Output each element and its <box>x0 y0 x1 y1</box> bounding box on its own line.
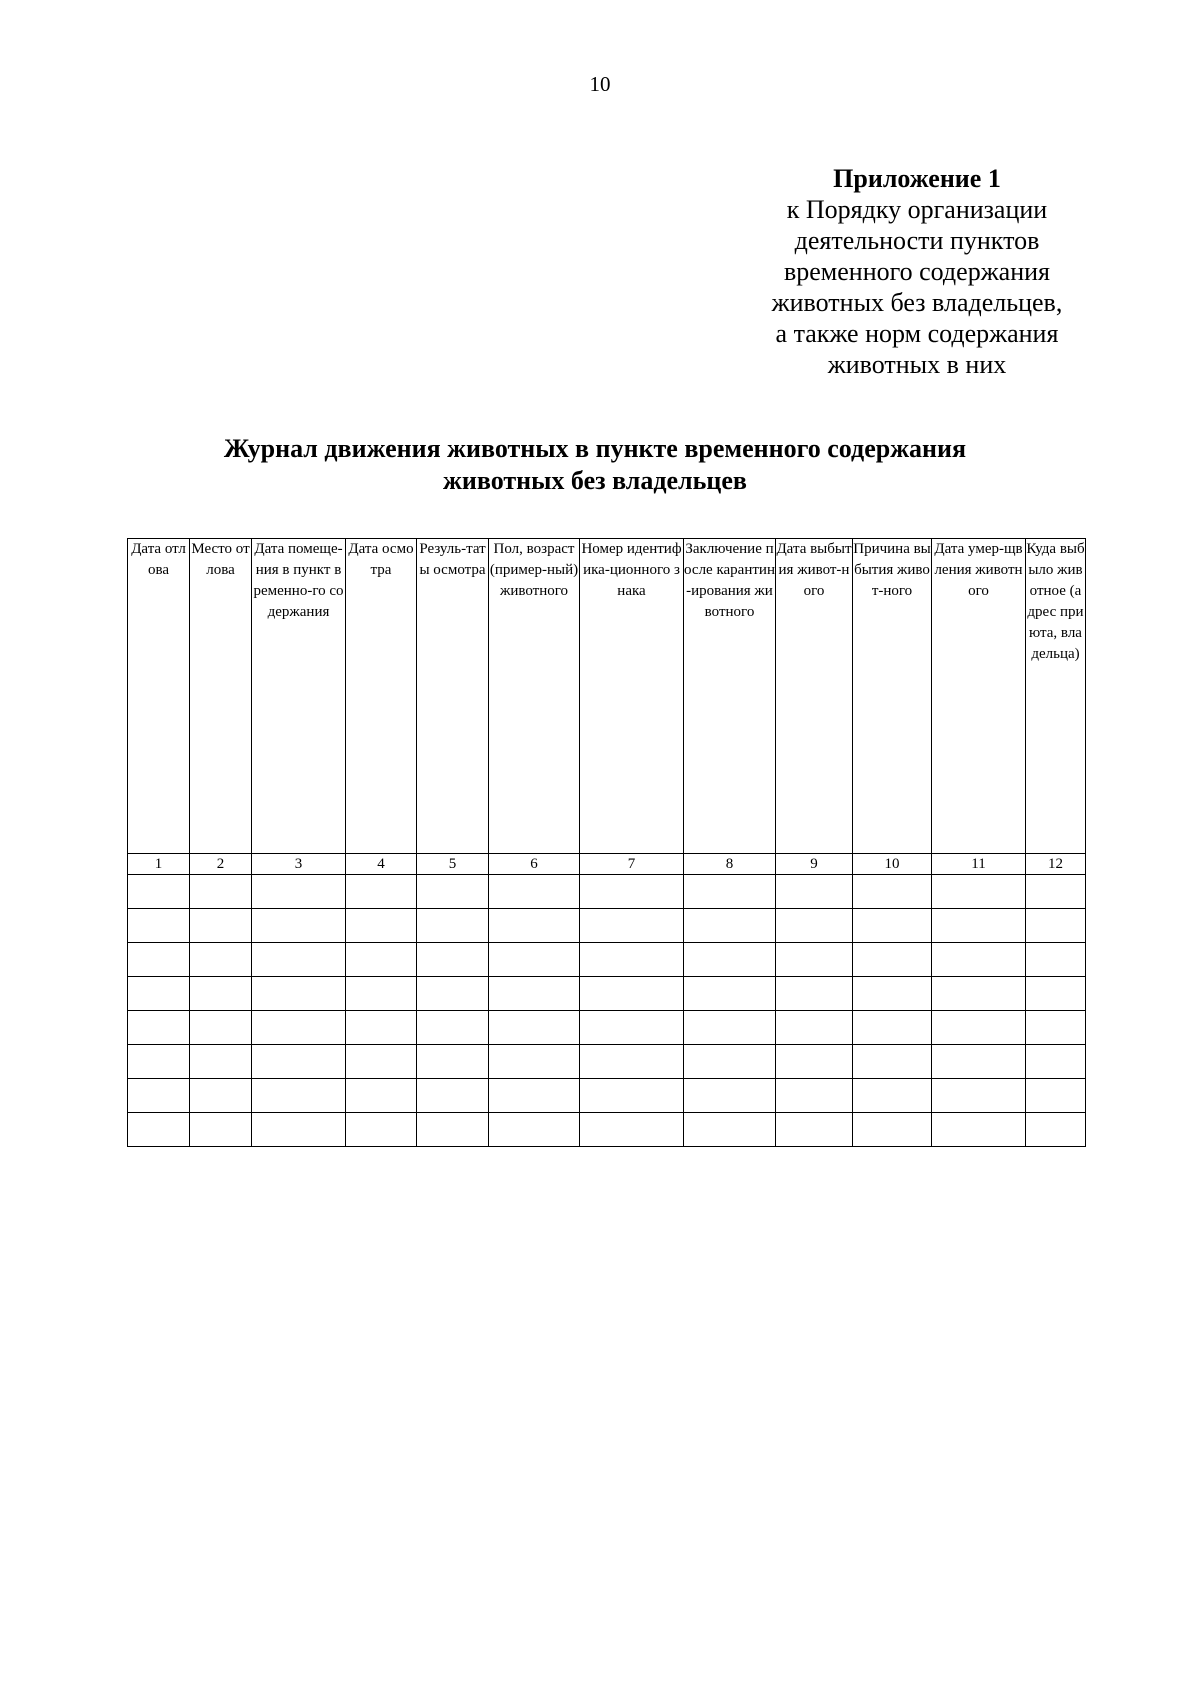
empty-cell <box>128 875 190 909</box>
empty-cell <box>252 1079 346 1113</box>
column-number: 10 <box>853 854 932 875</box>
empty-cell <box>684 977 776 1011</box>
empty-cell <box>853 1011 932 1045</box>
empty-cell <box>684 1079 776 1113</box>
column-number: 9 <box>776 854 853 875</box>
empty-cell <box>776 875 853 909</box>
column-header: Место отлова <box>190 539 252 854</box>
empty-cell <box>346 1113 417 1147</box>
empty-cell <box>580 1011 684 1045</box>
empty-cell <box>853 977 932 1011</box>
table-row <box>128 909 1086 943</box>
column-number: 7 <box>580 854 684 875</box>
empty-cell <box>252 943 346 977</box>
table-row <box>128 1045 1086 1079</box>
column-number-row <box>128 854 1086 875</box>
empty-cell <box>932 909 1026 943</box>
column-number: 12 <box>1026 854 1086 875</box>
column-number: 4 <box>346 854 417 875</box>
journal-title-line: Журнал движения животных в пункте временного содержания <box>223 434 967 463</box>
table-row <box>128 1079 1086 1113</box>
empty-cell <box>128 1011 190 1045</box>
appendix-block <box>722 163 1112 380</box>
empty-cell <box>252 1011 346 1045</box>
column-header: Пол, возраст (пример-ный) животного <box>489 539 580 854</box>
empty-cell <box>1026 943 1086 977</box>
empty-cell <box>580 943 684 977</box>
empty-cell <box>346 909 417 943</box>
column-header: Номер идентифика-ционного знака <box>580 539 684 854</box>
empty-cell <box>190 1011 252 1045</box>
empty-cell <box>417 875 489 909</box>
empty-cell <box>417 977 489 1011</box>
empty-cell <box>580 1045 684 1079</box>
empty-cell <box>417 909 489 943</box>
appendix-title: Приложение 1 <box>833 164 1001 193</box>
empty-cell <box>190 1045 252 1079</box>
empty-cell <box>128 943 190 977</box>
column-header: Заключение после карантин-ирования животного <box>684 539 776 854</box>
empty-cell <box>580 1079 684 1113</box>
appendix-line: временного содержания <box>783 257 1050 286</box>
empty-cell <box>417 1045 489 1079</box>
empty-cell <box>489 977 580 1011</box>
empty-cell <box>1026 1113 1086 1147</box>
empty-cell <box>346 1079 417 1113</box>
empty-cell <box>346 875 417 909</box>
empty-cell <box>853 909 932 943</box>
empty-cell <box>776 1045 853 1079</box>
empty-cell <box>580 909 684 943</box>
empty-cell <box>853 943 932 977</box>
column-header: Резуль-таты осмотра <box>417 539 489 854</box>
empty-cell <box>1026 1045 1086 1079</box>
empty-cell <box>1026 1011 1086 1045</box>
empty-cell <box>1026 977 1086 1011</box>
page-number: 10 <box>589 72 611 96</box>
empty-cell <box>190 909 252 943</box>
empty-cell <box>580 977 684 1011</box>
column-header: Дата помеще-ния в пункт временно-го содержания <box>252 539 346 854</box>
empty-cell <box>776 1011 853 1045</box>
table-row <box>128 1011 1086 1045</box>
empty-cell <box>932 977 1026 1011</box>
empty-cell <box>932 1011 1026 1045</box>
empty-cell <box>190 977 252 1011</box>
empty-cell <box>252 1113 346 1147</box>
appendix-line: к Порядку организации <box>786 195 1048 224</box>
empty-cell <box>489 1113 580 1147</box>
empty-cell <box>128 977 190 1011</box>
column-header: Дата умер-щвления животного <box>932 539 1026 854</box>
empty-cell <box>684 875 776 909</box>
empty-cell <box>417 1011 489 1045</box>
empty-cell <box>190 1079 252 1113</box>
empty-cell <box>489 1045 580 1079</box>
column-number: 3 <box>252 854 346 875</box>
column-number: 8 <box>684 854 776 875</box>
empty-cell <box>489 875 580 909</box>
journal-title <box>180 433 1010 497</box>
column-number: 1 <box>128 854 190 875</box>
empty-cell <box>1026 875 1086 909</box>
table-row <box>128 943 1086 977</box>
empty-cell <box>853 875 932 909</box>
empty-cell <box>417 1113 489 1147</box>
appendix-line: животных без владельцев, <box>771 288 1063 317</box>
journal-table <box>127 538 1086 1147</box>
empty-cell <box>684 1011 776 1045</box>
empty-cell <box>417 1079 489 1113</box>
empty-cell <box>853 1113 932 1147</box>
empty-cell <box>346 977 417 1011</box>
empty-cell <box>684 943 776 977</box>
column-header: Дата выбытия живот-ного <box>776 539 853 854</box>
empty-cell <box>1026 1079 1086 1113</box>
column-number: 6 <box>489 854 580 875</box>
empty-cell <box>932 1079 1026 1113</box>
empty-cell <box>128 1079 190 1113</box>
empty-cell <box>853 1045 932 1079</box>
column-header: Куда выбыло животное (адрес приюта, владельца) <box>1026 539 1086 854</box>
empty-cell <box>417 943 489 977</box>
empty-cell <box>1026 909 1086 943</box>
table-row <box>128 977 1086 1011</box>
empty-cell <box>776 943 853 977</box>
empty-cell <box>128 1045 190 1079</box>
column-header: Дата осмотра <box>346 539 417 854</box>
empty-cell <box>252 1045 346 1079</box>
empty-cell <box>684 1045 776 1079</box>
empty-cell <box>489 1079 580 1113</box>
column-number: 2 <box>190 854 252 875</box>
empty-cell <box>684 909 776 943</box>
column-number: 5 <box>417 854 489 875</box>
empty-cell <box>252 909 346 943</box>
table-row <box>128 1113 1086 1147</box>
header-row <box>128 539 1086 854</box>
empty-cell <box>776 1079 853 1113</box>
journal-title-line: животных без владельцев <box>443 466 747 495</box>
empty-cell <box>580 875 684 909</box>
table-row <box>128 875 1086 909</box>
empty-cell <box>684 1113 776 1147</box>
empty-cell <box>190 1113 252 1147</box>
appendix-line: а также норм содержания <box>775 319 1059 348</box>
empty-cell <box>489 943 580 977</box>
column-number: 11 <box>932 854 1026 875</box>
empty-cell <box>489 909 580 943</box>
empty-cell <box>128 1113 190 1147</box>
empty-cell <box>580 1113 684 1147</box>
empty-cell <box>252 875 346 909</box>
empty-cell <box>190 943 252 977</box>
empty-cell <box>776 1113 853 1147</box>
empty-cell <box>776 977 853 1011</box>
appendix-line: животных в них <box>827 350 1007 379</box>
column-header: Причина выбытия живот-ного <box>853 539 932 854</box>
empty-cell <box>346 943 417 977</box>
empty-cell <box>489 1011 580 1045</box>
empty-cell <box>932 875 1026 909</box>
appendix-line: деятельности пунктов <box>794 226 1040 255</box>
empty-cell <box>932 943 1026 977</box>
empty-cell <box>128 909 190 943</box>
empty-cell <box>346 1011 417 1045</box>
empty-cell <box>346 1045 417 1079</box>
empty-cell <box>776 909 853 943</box>
empty-cell <box>853 1079 932 1113</box>
empty-cell <box>932 1113 1026 1147</box>
empty-cell <box>190 875 252 909</box>
column-header: Дата отлова <box>128 539 190 854</box>
empty-cell <box>252 977 346 1011</box>
empty-cell <box>932 1045 1026 1079</box>
